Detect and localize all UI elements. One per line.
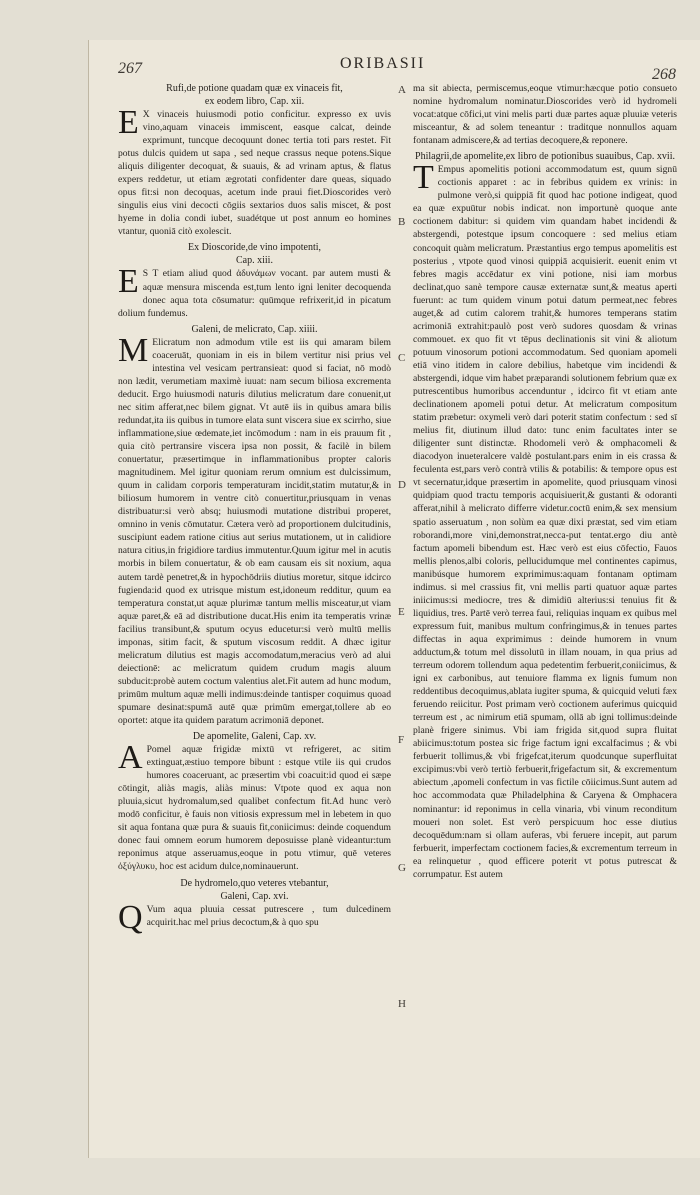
section-title: Philagrii,de apomelite,ex libro de potionibus suauibus, Cap. xvii. [415, 151, 675, 163]
section-text [118, 331, 391, 727]
drop-cap: Q [118, 898, 143, 936]
paragraph: Empus apomelitis potioni accommodatum est, quum signū coctionis apparet : ac in febribus quidem ex vrinis: in pulmone verò,si quippiā fit quod hac potione indigeat, quod ea quæ expuūtur nobis indicat. non importunè quoque ante coctionem dabitur: si quidem vim quandam habet incidendi & abstergendi, potestque ipsum concoquere : sed melius etiam concoquit quàm melicratum. Præstantius ergo tempus apomelitis est posterius , vtpote quod vinosi quippiā acquisierit. euenit enim vt febres magis accēdatur ex vini potione, nisi iam morbus declinat,quo sanè tempore causæ externatæ sunt,& meatus aperti fuerunt: ac tum quidem vinum potui datum permeat,nec febres auget,& ad cutim calorem trahit,& humores temperans statim acrimoniā extrahit:paulò post verò sudores quosdam & vrinas commouet. ex quo fit vt tēpus declinationis sit vini & aliotum potuum vinosorum potioni accommodatum. Sed quoniam apomeli etiā vino itidem in calore debilius, habetque vim incidendi & abstergendi, idque vim habet præparandi solutionem febrium quæ ex putrescentibus humoribus accenduntur , idcirco fit vt etiam ante declinationem apomeli potui detur. At melicratum compositum statim præbetur: oxymeli verò dari poterit statim confectum : sed sī melius fit, diutinum illud dato: tunc enim facultates inter se diligenter sunt distinctæ. Rhodomeli verò & omphacomeli & diacodyon inueteralcere valdè postulant.pars enim in eis crassa & feculenta est,pars verò contrà vtilis & potabilis: & tempore opus est vt secernatur,idque præsertim in apomelite, quod priusquam vinosi quidpiam quod tractu temporis acquisiuerit,& gustanti & odoranti afferat,nihil à melicrato differre videtur.coctū enim,& sex mensium spatio asseruatum , non solùm ea quæ dixi præstat, sed vim etiam roborandi,more vini,demonstrat,necca-put tentat.ergo diu antè factum apomeli bibendum est. Hæc verò est eius cōfectio, Fauos mellis plenos,albi coloris, pellucidumque mel continentes capimus, manibúsque humorem exprimimus:aquam fontanam optimam indimus. si mel crassius fit, vni mellis parti quatuor aquæ partes iniicimus:si mediocre, tres & dimidiū alterius:si tenuius fit & liquidius, tres. Partē verò terrea faui, reliquias inquam ex quibus mel expressum fuit, manibus multum confringimus,& in tenues partes diffectas in aqua exprimimus : deinde humorem in vnum adductum,& totum mel dissolutū in illam nouam, in qua prius ad terreum odorem tollendum aqua pedetentim ferbuerit,coniicimus, & igni ex carbonibus, aut tenuiore flamma ex lignis fumum non reddentibus decoquimus,ablata iugiter spuma, & quicquid veluti fæx feruendo reiicitur. Post primam verò coctionem auferimus quicquid terreum est , ac nimirum etiā spumam, ollā ab igni tollimus:deinde planè frigere sinimus. Vbi iam frigida sit,quod supra fluitat abiicimus:totum postea sic frige factum igni excalfacimus ; & vbi ferbuerit tollimus,& vbi frigefcat,iterum quodcunque superfluitat excipimus:vbi verò tertiò ferbuerit,frigefactum sit, & excrementum abiectum ,apomeli confectum in vas fictile cōiicimus.Sunt autem ad hoc accommodata quæ Philadelphina & Caryena & Omphacera nominantur: id reponimus in cella vinaria, vbi vinum reconditum moueri non solet. Est verò perspicuum hoc esse diutius decoquēdum:nam si ollam auferas, vbi feruere incepit, aut parum ferbuerit, imperfectam coctionem facies,& excrementum terreum in ea relinquetur , quod efficere poterit vt potus putrescat & corrumpatur. Est autem [413, 164, 677, 880]
paragraph: Pomel aquæ frigidæ mixtū vt refrigeret, ac sitim extinguat,æstiuo tempore bibunt : estque vtile iis qui crudos humores coaceruant, ac præsertim vbi coacuit:id quod ei sæpe cōtingit, aliàs magis, aliàs minus: Vtpote quod ex aqua non pluuia,sicut hydromalum,sed qualibet confectum fit.Ad hunc verò modō conficitur, è fauis non vitiosis expressum mel in lebetem in quo sit aqua fontana quæ pura & suauis fit,coniicimus: deinde coquendum donec faui omnem eorum humorem deposuisse planè videantur:tum reponimus atque asseruamus,eoque in potu vtimur, quē veteres ὀξύγλυκυ, hoc est acidum dulce,nominauerunt. [118, 744, 391, 873]
drop-cap: E [118, 104, 139, 141]
margin-letter: A [398, 84, 406, 96]
paragraph: ma sit abiecta, permiscemus,eoque vtimur:hæcque potio consueto nomine hydromalum nominatur.Dioscorides verò id hydromeli vocat:atque cōfici,ut vini melis parti duæ partes aquæ pluuiæ veteris misceantur, & ad solem teneantur : traditque nonnullos aquam fontanam admiscere,& ad tertias decoquere,& reponere. [413, 83, 677, 147]
section-text [118, 739, 391, 873]
chapter-heading: Cap. xiii. [236, 255, 273, 267]
paragraph: Elicratum non admodum vtile est iis qui amaram bilem coaceruāt, quoniam in eis in bilem vertitur nisi prius vel intestina vel vesicam pertransieat: quod si faciat, nō modò non lædit, verumetiam maximè iuuat: nam secum biliosa excrementa deducit. Ergo huiusmodi naturis dilutius melicratum dare conuenit,ut nec sitim afferat,nec bilem gignat. Vt autē iis in quibus amara bilis redundat,ita iis quibus in tumore elata sunt viscera siue ex scirrho, siue inflammatione,siue œdemate,iet incōmodum : nam in eis prauum fit , quia citò pertransire viscera ipsa non possit, & facilè in bilem conuertatur, præsertimque in inflammationibus propter caloris magnitudinem. Mel igitur quoniam rerum omnium est dulcissimum, quum in calidam corporis temperaturam incidit,statim mutatur,& in biliosum humorem in ventre citò conuertitur,priusquam in venas distribuatur:si verò absq; huiusmodi mutatione distribui properet, omnino in venis cōmutatur. Cætera verò ad proportionem dulcitudinis, suscipiunt eadem ratione citius aut serius mutationem, ut in calidiore natura citius,in frigidiore tardius immutentur.Quum igitur mel in acutis morbis in bilem conuertatur, & ob eam causam eis sit noxium, aqua autem tardè penetret,& in hypochōdriis diutius moretur, sitque idcirco fugienda:id quod ex utrisque mistum est,idoneum redditur, quum ea temperatura constat,ut aquæ plurimæ tantum mellis misceatur,ut viam aquæ paret,& eā ad distributione ducat.His enim ita temperatis vrinæ facilius transibunt,& sputum ocyus educetur:si verò multū mellis imponas, sitim facit, & sputum viscosum reddit. A dhæc igitur melicratum dilutius est magis accomodatum,meracius verò ad alui deiectionē: ac melicratum quidem crudum magis aluum subducit:probè autem coctum valentius alet.Fit autem ad hunc modum, primūm multum aquæ melli indimus:deinde tantisper coquimus quoad spumare desinat:spumā autē quæ primūm emergat,tollere ab eo oportet: atque ita quidem paratum acrimoniā deponet. [118, 336, 391, 727]
left-column [118, 82, 391, 936]
paragraph: Vum aqua pluuia cessat putrescere , tum dulcedinem acquirit.hac mel prius decoctum,& à quo spu [146, 903, 391, 928]
margin-letter: H [398, 998, 406, 1010]
margin-letter: E [398, 606, 405, 618]
section-title: De apomelite, Galeni, Cap. xv. [192, 731, 317, 743]
section-title: Ex Dioscoride,de vino impotenti, [187, 242, 322, 254]
right-column [413, 82, 677, 881]
drop-cap: E [118, 263, 139, 301]
section-text [118, 898, 391, 936]
section-text [118, 263, 391, 319]
section-title: Galeni, de melicrato, Cap. xiiii. [191, 323, 318, 335]
chapter-heading: Galeni, Cap. xvi. [220, 890, 289, 902]
chapter-heading: ex eodem libro, Cap. xii. [204, 96, 305, 107]
drop-cap: A [118, 739, 143, 777]
drop-cap: T [413, 159, 434, 197]
section-text [413, 159, 677, 881]
paragraph: X vinaceis huiusmodi potio conficitur. expresso ex uvis vino,aquam vinaceis immiscent, easque calcat, deinde exprimunt, tuncque decoquunt donec tertia toti pars restet. Fit potus dulcis quidem ut sapa , sed neque crassus neque potens.Sique aliquis diligenter decoquat, & suauis, & ad vrinam aptus, & flatus expers reddetur, ut etiam ægrotati confidenter dare queas, siquado opus fit:si non decoquas, acetum inde praui fiet.Dioscorides verò singulis eius vini decocti cōgiis sextarios duos salis miscet, & post hyeme in dolia condi iubet, suadétque ut post annum eo homines vtantur, quoniā citò exolescit. [118, 109, 391, 238]
margin-letter: G [398, 862, 406, 874]
running-title: ORIBASII [340, 55, 426, 72]
section-title: De hydromelo,quo veteres vtebantur, [180, 877, 329, 889]
margin-letter: F [398, 734, 405, 746]
paragraph: S T etiam aliud quod ἀδυνάμων vocant. par autem musti & aquæ mensura miscenda est,tum lento igni leniter decoquenda donec aqua tota cōsumatur: quūmque refrixerit,id in picatum dolium fundemus. [118, 268, 391, 319]
margin-letter: C [398, 352, 406, 364]
margin-letter: B [398, 216, 406, 228]
folio-right: 268 [652, 66, 676, 83]
section-text [118, 104, 391, 238]
folio-left: 267 [118, 60, 142, 77]
drop-cap: M [118, 331, 149, 369]
section-title: Rufi,de potione quadam quæ ex vinaceis fit, [166, 83, 343, 94]
margin-letter: D [398, 479, 406, 491]
